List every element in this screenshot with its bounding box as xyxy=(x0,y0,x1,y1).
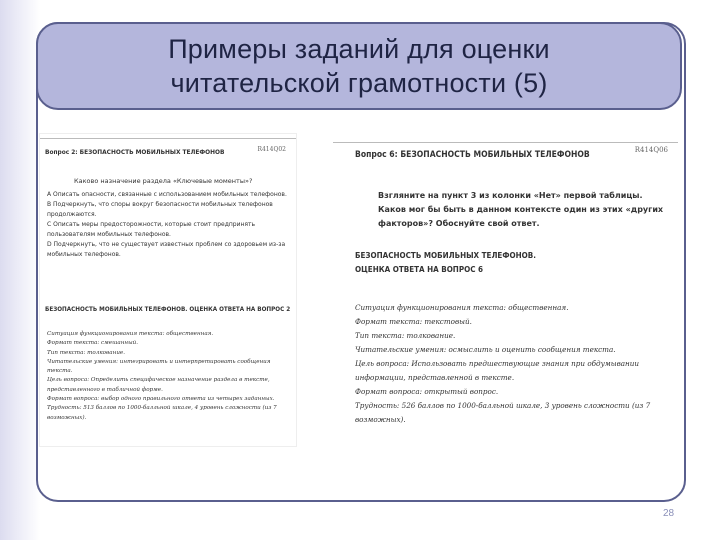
detail-line: Формат вопроса: открытый вопрос. xyxy=(355,387,499,396)
detail-line: Формат текста: смешанный. xyxy=(47,340,139,347)
title-line-1: Примеры заданий для оценки xyxy=(168,34,550,64)
scan-top-rule xyxy=(333,142,678,143)
option-a: A Описать опасности, связанные с использованием мобильных телефонов. xyxy=(47,191,287,198)
detail-line: Формат текста: текстовый. xyxy=(355,317,472,326)
scan-details xyxy=(47,330,292,423)
detail-line: Трудность: 513 баллов по 1000-балльной шкале, 4 уровень сложности (из 7 возможных). xyxy=(47,405,277,421)
scan-answer-header: БЕЗОПАСНОСТЬ МОБИЛЬНЫХ ТЕЛЕФОНОВ. ОЦЕНКА ОТВЕТА НА ВОПРОС 2 xyxy=(45,306,291,313)
detail-line: Цель вопроса: Использовать предшествующие знания при обдумывании информации, представленной в тексте. xyxy=(355,359,640,382)
option-b: B Подчеркнуть, что споры вокруг безопасности мобильных телефонов продолжаются. xyxy=(47,201,273,218)
detail-line: Читательские умения: осмыслить и оценить сообщения текста. xyxy=(355,345,616,354)
detail-line: Цель вопроса: Определить специфическое назначение раздела в тексте, представленного в табличной форме. xyxy=(47,377,270,393)
detail-line: Читательские умения: интегрировать и интерпретировать сообщения текста. xyxy=(47,358,271,375)
scan-question: Каково назначение раздела «Ключевые моменты»? xyxy=(74,177,253,185)
scan-header: Вопрос 2: БЕЗОПАСНОСТЬ МОБИЛЬНЫХ ТЕЛЕФОНОВ xyxy=(45,148,225,156)
option-d: D Подчеркнуть, что не существует известных проблем со здоровьем из-за мобильных телефонов. xyxy=(47,241,286,258)
detail-line: Трудность: 526 баллов по 1000-балльной шкале, 3 уровень сложности (из 7 возможных). xyxy=(355,401,651,424)
answer-header-line-2: ОЦЕНКА ОТВЕТА НА ВОПРОС 6 xyxy=(355,265,484,274)
page-number: 28 xyxy=(663,508,675,519)
scan-code: R414Q02 xyxy=(257,146,286,153)
detail-line: Тип текста: толкование. xyxy=(355,331,456,340)
slide-title xyxy=(36,22,682,110)
detail-line: Ситуация функционирования текста: общественная. xyxy=(47,331,214,337)
scan-question: Взгляните на пункт 3 из колонки «Нет» первой таблицы. Каков мог бы быть в данном контексте один из этих «других факторов»? Обоснуйте свой ответ. xyxy=(378,191,664,228)
left-scanned-page xyxy=(40,134,296,446)
scan-code: R414Q06 xyxy=(634,146,668,154)
scan-top-rule xyxy=(40,138,296,139)
answer-header-line-1: БЕЗОПАСНОСТЬ МОБИЛЬНЫХ ТЕЛЕФОНОВ. xyxy=(355,251,536,260)
right-scanned-page xyxy=(333,134,678,446)
detail-line: Тип текста: толкование. xyxy=(47,349,126,356)
scan-answer-header xyxy=(355,249,536,277)
scan-header: Вопрос 6: БЕЗОПАСНОСТЬ МОБИЛЬНЫХ ТЕЛЕФОНОВ xyxy=(355,150,590,160)
scan-details xyxy=(355,301,675,427)
title-line-2: читательской грамотности (5) xyxy=(170,68,548,98)
detail-line: Ситуация функционирования текста: общественная. xyxy=(355,303,569,312)
scan-options xyxy=(47,190,287,260)
option-c: C Описать меры предосторожности, которые стоит предпринять пользователям мобильных телефонов. xyxy=(47,221,256,238)
detail-line: Формат вопроса: выбор одного правильного ответа из четырех заданных. xyxy=(47,396,275,403)
